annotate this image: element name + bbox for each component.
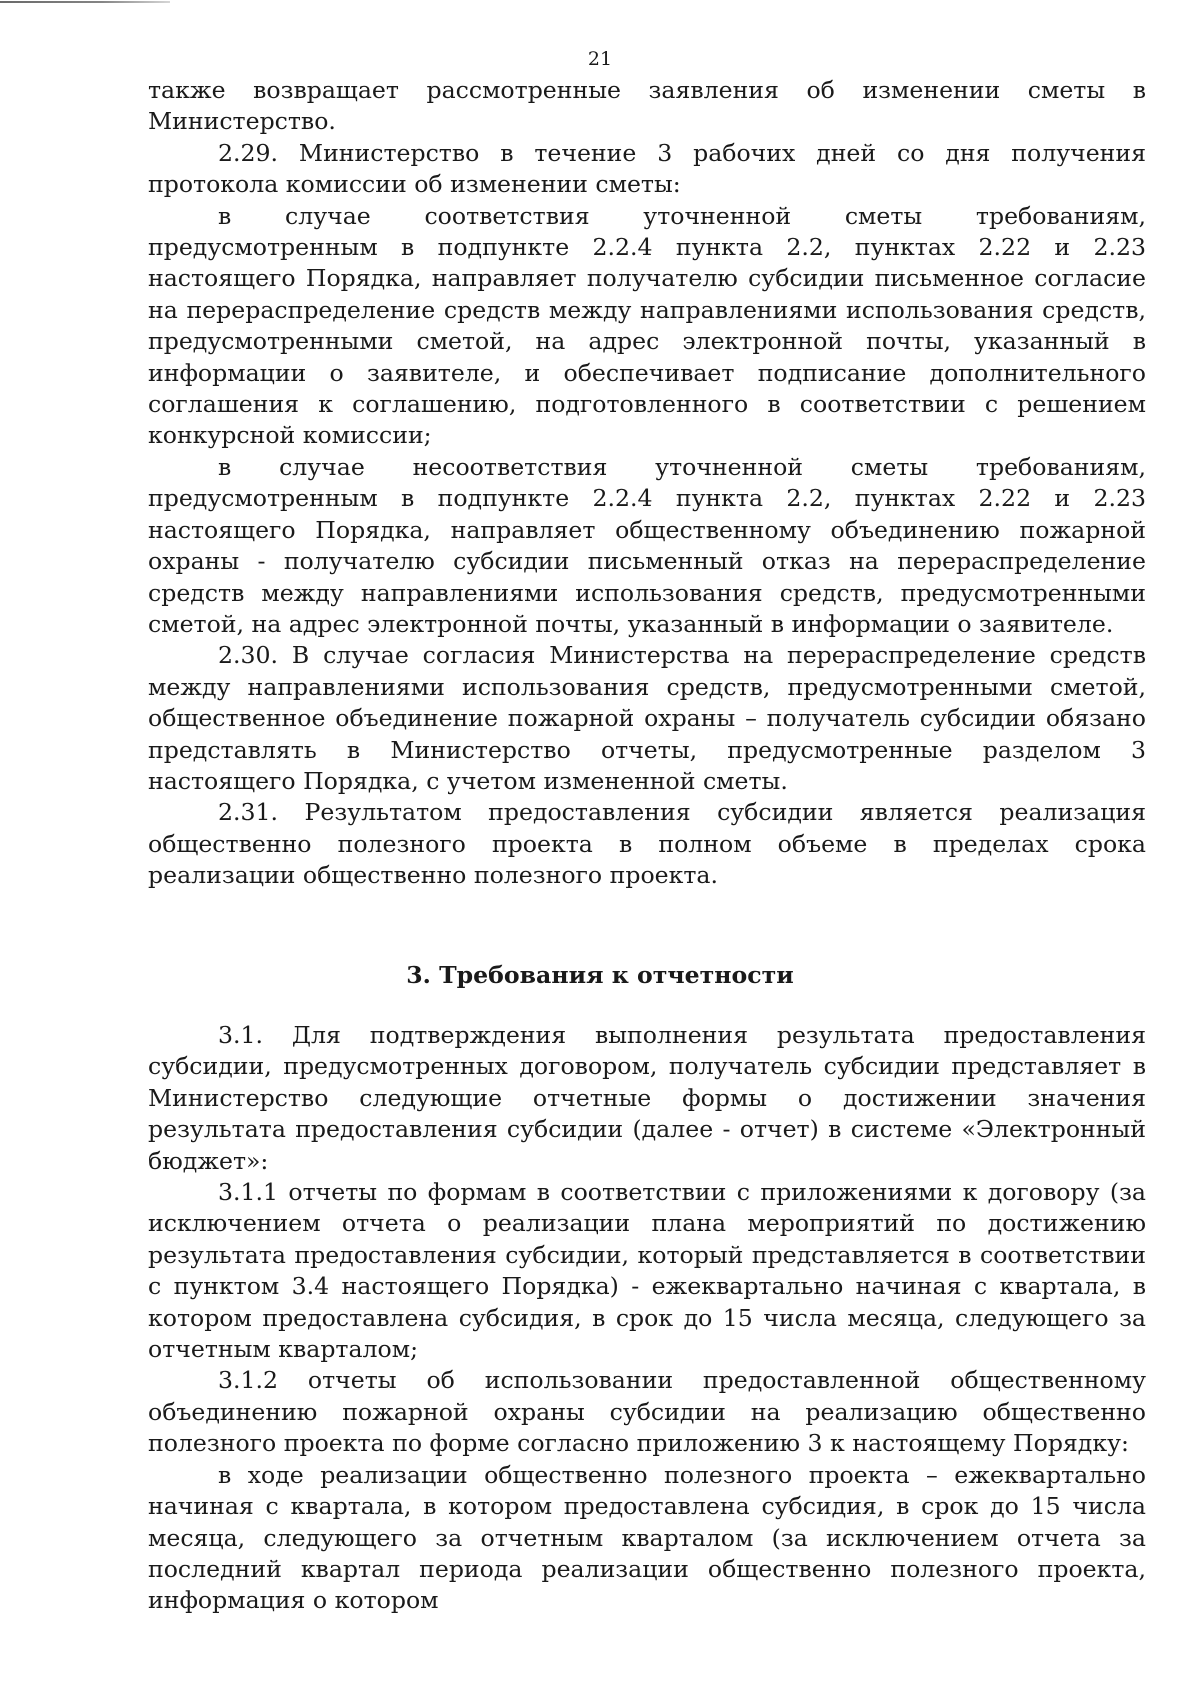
paragraph: 2.30. В случае согласия Министерства на перераспределение средств между направлениями использования средств, предусмотренными сметой, общественное объединение пожарной охраны – получатель субсидии обязано представлять в Министерство отчеты, предусмотренные разделом 3 настоящего Порядка, с учетом измененной сметы. [148, 641, 1146, 795]
section-heading: 3. Требования к отчетности [406, 961, 794, 989]
paragraph: в случае соответствия уточненной сметы требованиям, предусмотренным в подпункте 2.2.4 пункта 2.2, пунктах 2.22 и 2.23 настоящего Порядка, направляет получателю субсидии письменное согласие на перераспределение средств между направлениями использования средств, предусмотренными сметой, на адрес электронной почты, указанный в информации о заявителе, и обеспечивает подписание дополнительного соглашения к соглашению, подготовленного в соответствии с решением конкурсной комиссии; [148, 201, 1146, 450]
paragraph: также возвращает рассмотренные заявления об изменении сметы в Министерство. [148, 76, 1146, 136]
page-number: 21 [587, 48, 613, 70]
text-block-top [148, 75, 1146, 892]
text-block-bottom [148, 1020, 1146, 1617]
paragraph: в ходе реализации общественно полезного проекта – ежеквартально начиная с квартала, в котором предоставлена субсидия, в срок до 15 числа месяца, следующего за отчетным кварталом (за исключением отчета за последний квартал периода реализации общественно полезного проекта, информация о котором [148, 1460, 1146, 1615]
paragraph: 3.1.2 отчеты об использовании предоставленной общественному объединению пожарной охраны субсидии на реализацию общественно полезного проекта по форме согласно приложению 3 к настоящему Порядку: [148, 1366, 1146, 1458]
paragraph: 3.1. Для подтверждения выполнения результата предоставления субсидии, предусмотренных договором, получатель субсидии представляет в Министерство следующие отчетные формы о достижении значения результата предоставления субсидии (далее - отчет) в системе «Электронный бюджет»: [148, 1021, 1146, 1175]
scan-artifact [0, 1, 170, 3]
paragraph: 2.29. Министерство в течение 3 рабочих дней со дня получения протокола комиссии об изменении сметы: [148, 138, 1146, 199]
paragraph: 2.31. Результатом предоставления субсидии является реализация общественно полезного проекта в полном объеме в пределах срока реализации общественно полезного проекта. [148, 798, 1146, 890]
paragraph: в случае несоответствия уточненной сметы требованиям, предусмотренным в подпункте 2.2.4 пункта 2.2, пунктах 2.22 и 2.23 настоящего Порядка, направляет общественному объединению пожарной охраны - получателю субсидии письменный отказ на перераспределение средств между направлениями использования средств, предусмотренными сметой, на адрес электронной почты, указанный в информации о заявителе. [148, 452, 1146, 638]
paragraph: 3.1.1 отчеты по формам в соответствии с приложениями к договору (за исключением отчета о реализации плана мероприятий по достижению результата предоставления субсидии, который представляется в соответствии с пунктом 3.4 настоящего Порядка) - ежеквартально начиная с квартала, в котором предоставлена субсидия, в срок до 15 числа месяца, следующего за отчетным кварталом; [148, 1178, 1146, 1364]
